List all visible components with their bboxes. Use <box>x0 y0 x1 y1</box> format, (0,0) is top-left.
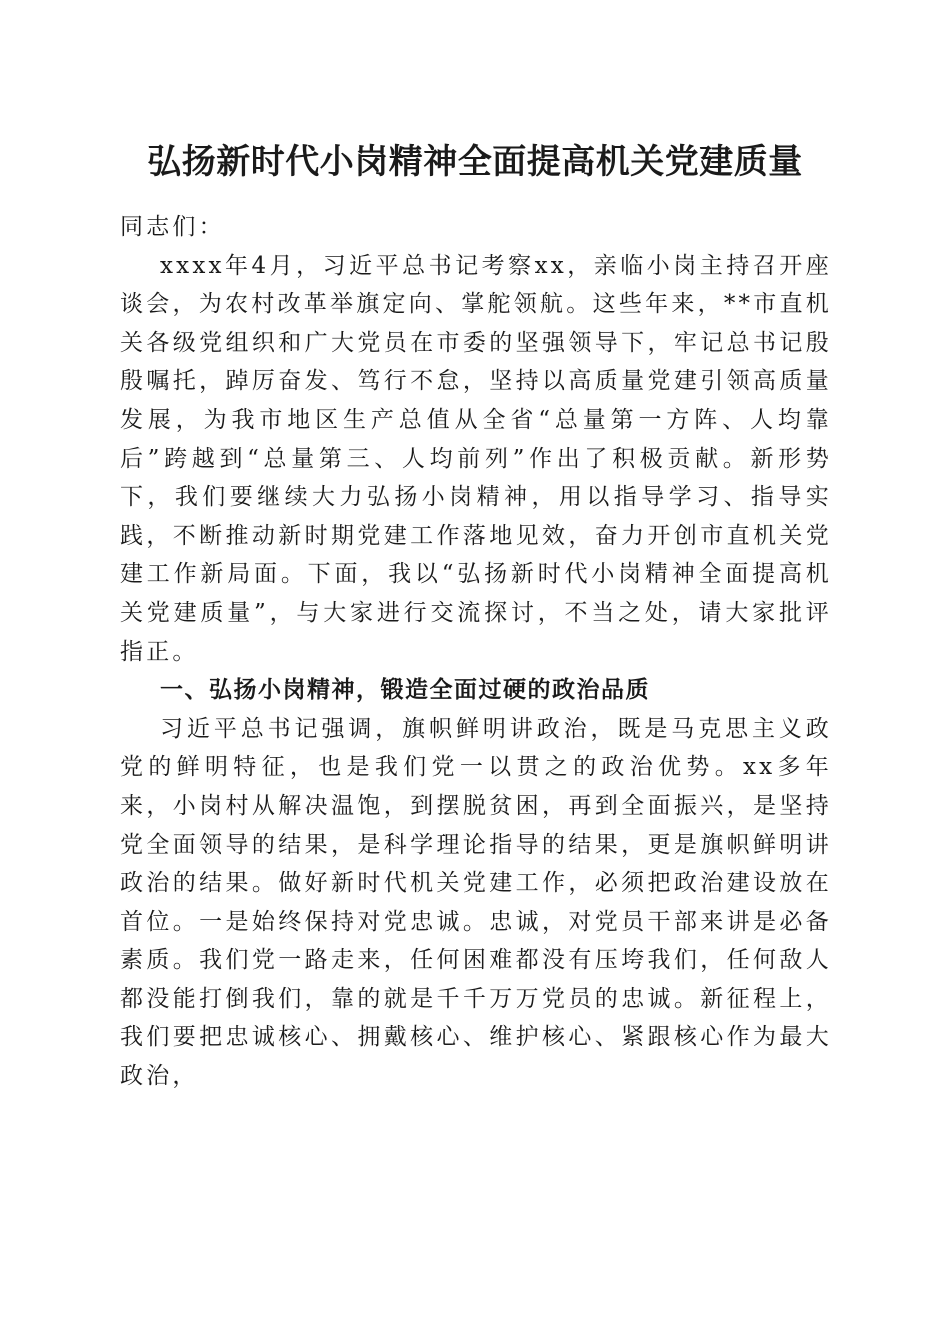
salutation: 同志们： <box>120 214 225 240</box>
document-title: 弘扬新时代小岗精神全面提高机关党建质量 <box>147 142 803 182</box>
document-body <box>120 208 832 1096</box>
section-paragraph: 习近平总书记强调，旗帜鲜明讲政治，既是马克思主义政党的鲜明特征，也是我们党一以贯之的政治优势。xx多年来，小岗村从解决温饱，到摆脱贫困，再到全面振兴，是坚持党全面领导的结果，是科学理论指导的结果，更是旗帜鲜明讲政治的结果。做好新时代机关党建工作，必须把政治建设放在首位。一是始终保持对党忠诚。忠诚，对党员干部来讲是必备素质。我们党一路走来，任何困难都没有压垮我们，任何敌人都没能打倒我们，靠的就是千千万万党员的忠诚。新征程上，我们要把忠诚核心、拥戴核心、维护核心、紧跟核心作为最大政治， <box>120 715 832 1090</box>
section-heading: 一、弘扬小岗精神，锻造全面过硬的政治品质 <box>160 677 650 704</box>
intro-paragraph: xxxx年4月，习近平总书记考察xx，亲临小岗主持召开座谈会，为农村改革举旗定向、掌舵领航。这些年来，**市直机关各级党组织和广大党员在市委的坚强领导下，牢记总书记殷殷嘱托，踔厉奋发、笃行不怠，坚持以高质量党建引领高质量发展，为我市地区生产总值从全省“总量第一方阵、人均靠后”跨越到“总量第三、人均前列”作出了积极贡献。新形势下，我们要继续大力弘扬小岗精神，用以指导学习、指导实践，不断推动新时期党建工作落地见效，奋力开创市直机关党建工作新局面。下面，我以“弘扬新时代小岗精神全面提高机关党建质量”，与大家进行交流探讨，不当之处，请大家批评指正。 <box>120 252 832 665</box>
